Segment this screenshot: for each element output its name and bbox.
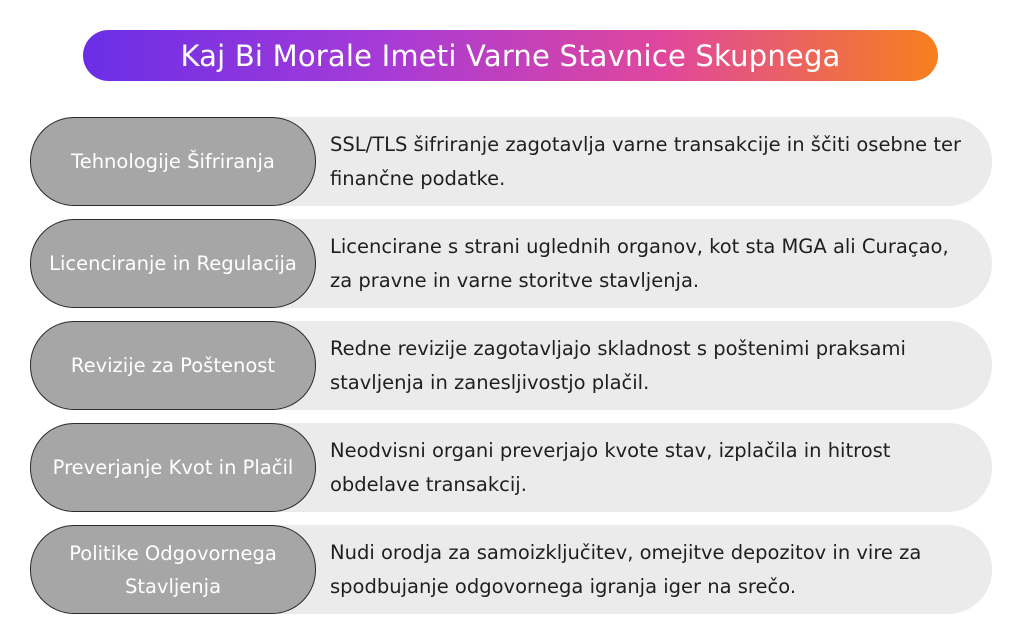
feature-description-box	[330, 321, 972, 410]
feature-description: Nudi orodja za samoizključitev, omejitve depozitov in vire za spodbujanje odgovornega igranja iger na srečo.	[330, 540, 922, 598]
feature-description: Licencirane s strani uglednih organov, kot sta MGA ali Curaçao, za pravne in varne storitve stavljenja.	[330, 234, 949, 292]
feature-label-pill	[30, 423, 316, 512]
feature-description: SSL/TLS šifriranje zagotavlja varne transakcije in ščiti osebne ter finančne podatke.	[330, 132, 962, 190]
feature-row-responsible-gambling	[30, 525, 992, 614]
feature-label: Tehnologije Šifriranja	[71, 150, 275, 173]
title-banner	[83, 30, 938, 81]
feature-description: Neodvisni organi preverjajo kvote stav, izplačila in hitrost obdelave transakcij.	[330, 438, 891, 496]
feature-label-pill	[30, 321, 316, 410]
feature-label: Licenciranje in Regulacija	[49, 252, 297, 275]
feature-list	[30, 117, 992, 627]
feature-label: Revizije za Poštenost	[70, 354, 276, 377]
feature-description-box	[330, 525, 972, 614]
feature-description-box	[330, 423, 972, 512]
feature-label: Politike Odgovornega Stavljenja	[69, 541, 277, 598]
feature-description-box	[330, 117, 972, 206]
feature-row-licensing	[30, 219, 992, 308]
feature-label-pill	[30, 117, 316, 206]
feature-label: Preverjanje Kvot in Plačil	[52, 456, 294, 479]
feature-description-box	[330, 219, 972, 308]
feature-label-pill	[30, 219, 316, 308]
feature-row-audits	[30, 321, 992, 410]
page-title: Kaj Bi Morale Imeti Varne Stavnice Skupnega	[180, 38, 841, 73]
feature-row-odds-verification	[30, 423, 992, 512]
feature-label-pill	[30, 525, 316, 614]
feature-description: Redne revizije zagotavljajo skladnost s poštenimi praksami stavljenja in zanesljivostjo plačil.	[330, 336, 906, 394]
feature-row-encryption	[30, 117, 992, 206]
